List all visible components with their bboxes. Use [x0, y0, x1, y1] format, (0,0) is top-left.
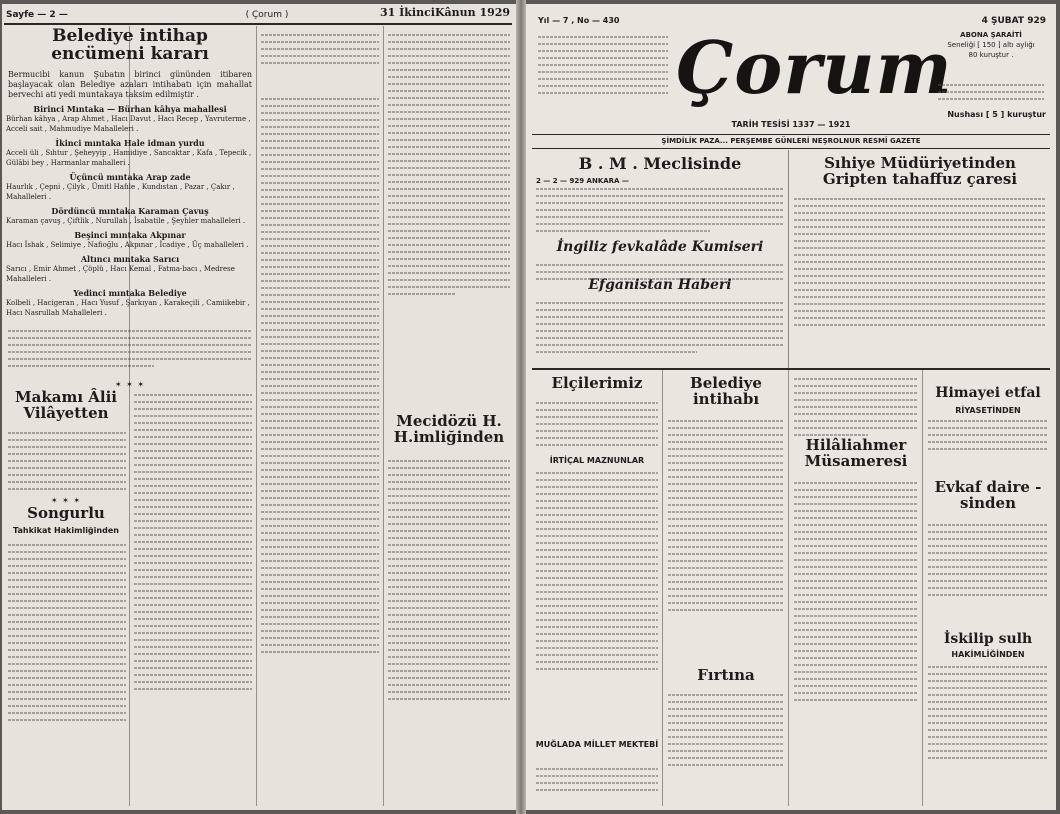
- founded-date: TARİH TESİSİ 1337 — 1921: [731, 120, 851, 129]
- year-number: Yıl — 7 , No — 430: [538, 16, 620, 25]
- article-body-placeholder: [134, 390, 252, 695]
- article-body-placeholder: [536, 398, 658, 451]
- right-page: [526, 4, 1056, 810]
- subscription-line: Seneliği [ 150 ] altı aylığı: [947, 41, 1035, 49]
- headline-bmm: B . M . Meclisinde: [578, 154, 742, 173]
- column-rule: [383, 26, 384, 806]
- article-body-placeholder: [388, 456, 510, 705]
- masthead-notice: [538, 32, 668, 99]
- subhead-mugla: MUĞLADA MİLLET MEKTEBİ: [535, 740, 659, 749]
- article-body-placeholder: [536, 184, 784, 237]
- article-body-placeholder: [261, 94, 379, 658]
- column-rule: [922, 370, 923, 806]
- header-rule: [4, 23, 512, 25]
- dateline: 2 — 2 — 929 ANKARA —: [536, 177, 629, 185]
- page-number: Sayfe — 2 —: [6, 10, 68, 20]
- masthead-notice: [938, 80, 1044, 105]
- subhead-irtical: İRTİÇAL MAZNUNLAR: [549, 456, 645, 465]
- headline-sihiye: Sıhiye Müdüriyetinden Gripten tahaffuz çaresi: [822, 154, 1018, 188]
- headline-belediye-intihabi: Belediye intihabı: [690, 374, 762, 408]
- column-rule: [256, 26, 257, 806]
- headline-hilaliahmer: Hilâliahmer Müsameresi: [804, 436, 908, 470]
- article-body-placeholder: [536, 298, 784, 358]
- masthead-tagline: ŞİMDİLİK PAZA... PERŞEMBE GÜNLERİ NEŞROLNUR RESMÎ GAZETE: [661, 137, 921, 145]
- article-body-placeholder: [261, 30, 379, 69]
- column-rule: [788, 370, 789, 806]
- page-gutter: [516, 0, 526, 814]
- zone-list: [6, 104, 254, 322]
- subscription-title: ABONA ŞARAİTİ: [960, 31, 1022, 39]
- headline-makami-ali: Makamı Âlii Vilâyetten: [15, 388, 117, 422]
- headline-mecidozu: Mecidözü H. H.imliğinden: [393, 412, 505, 446]
- article-body-placeholder: [8, 428, 126, 495]
- column-rule: [788, 150, 789, 370]
- headline-elcilerimiz: Elçilerimiz: [551, 374, 643, 392]
- section-separator: ✶ ✶ ✶: [50, 496, 82, 505]
- article-body-placeholder: [794, 374, 918, 441]
- zone-item: Yedinci mıntaka Belediye Kolbeli , Hacigeran , Hacı Yusuf , Şarkıyan , Karakeçili , Camiikebir , Hacı Nasrullah Mahalleleri .: [6, 288, 250, 317]
- article-body-placeholder: [794, 478, 918, 706]
- headline-belediye-intihap: Belediye intihap encümeni kararı: [51, 26, 209, 64]
- article-body-placeholder: [536, 468, 658, 675]
- masthead-date: 4 ŞUBAT 929: [981, 16, 1046, 26]
- masthead-rule: [532, 148, 1050, 149]
- subhead-iskilip: HAKİMLİĞİNDEN: [951, 650, 1025, 659]
- zone-item: Üçüncü mıntaka Arap zade Haurlık , Çepni , Çilyk , Ümitl Hafıle , Kundıstan , Pazar , Çakır , Mahalleleri .: [6, 172, 235, 201]
- issue-date: 31 İkinciKânun 1929: [380, 6, 511, 19]
- article-body-placeholder: [928, 662, 1048, 764]
- headline-firtina: Fırtına: [697, 666, 755, 684]
- zone-item: Dördüncü mıntaka Karaman Çavuş Karaman çavuş , Çiftlik , Nurullah , İsabatile , Şeyhler mahalleleri .: [6, 206, 246, 225]
- section-rule: [532, 368, 1050, 370]
- headline-efganistan: Efganistan Haberi: [588, 277, 732, 293]
- masthead-rule: [532, 134, 1050, 135]
- article-body-placeholder: [928, 520, 1048, 601]
- article-body-placeholder: [388, 30, 510, 300]
- headline-ingiliz: İngiliz fevkalâde Kumiseri: [556, 239, 764, 255]
- article-body-placeholder: [928, 416, 1048, 455]
- article-body-placeholder: [8, 540, 126, 726]
- article-body-placeholder: [668, 416, 784, 616]
- headline-songurlu: Songurlu: [27, 504, 105, 522]
- article-intro: Bermucibi kanun Şubatın birinci gününden itibaren başlayacak olan Belediye azaları intihabatı için mahallat bervechi ati yedi muntakaya taksim edilmiştir .: [8, 70, 252, 99]
- headline-evkaf: Evkaf daire - sinden: [934, 478, 1042, 512]
- copy-price: Nushası [ 5 ] kuruştur: [947, 110, 1046, 119]
- subhead-himayei-etfal: RİYASETİNDEN: [955, 406, 1021, 415]
- subhead-songurlu: Tahkikat Hakimliğinden: [13, 526, 119, 535]
- article-body-placeholder: [536, 764, 658, 796]
- column-rule: [662, 370, 663, 806]
- left-page: [2, 4, 516, 810]
- paper-name: ( Çorum ): [245, 10, 289, 20]
- section-separator: ✶ ✶ ✶: [114, 380, 146, 389]
- zone-item: Beşinci mıntaka Akpınar Hacı İshak , Selimiye , Nafioğlu , Akpınar , İcadiye , Üç mahalleleri .: [6, 230, 249, 249]
- headline-himayei-etfal: Himayei etfal: [935, 385, 1041, 401]
- zone-item: Birinci Mıntaka — Bürhan kâhya mahallesi Bürhan kâhya , Arap Ahmet , Hacı Davut , Hacı Recep , Yavruterme , Acceli sait , Mahmudiye Mahalleleri .: [6, 104, 251, 133]
- article-body-placeholder: [8, 326, 252, 372]
- headline-iskilip: İskilip sulh: [943, 631, 1033, 647]
- zone-item: Altıncı mıntaka Sarıcı Sarıcı , Emir Ahmet , Çöplü , Hacı Kemal , Fatma-bacı , Medrese Mahalleleri .: [6, 254, 235, 283]
- article-body-placeholder: [794, 194, 1046, 331]
- zone-item: İkinci mıntaka Hale idman yurdu Acceli üli , Sıhtur , Şeheyyip , Hamidiye , Sancaktar , Kafa , Tepecik , Gülâbi bey , Harmanlar mahalleri .: [6, 138, 252, 167]
- masthead-logo: Çorum: [676, 25, 953, 110]
- subscription-line: 80 kuruştur .: [968, 51, 1014, 59]
- article-body-placeholder: [668, 690, 784, 771]
